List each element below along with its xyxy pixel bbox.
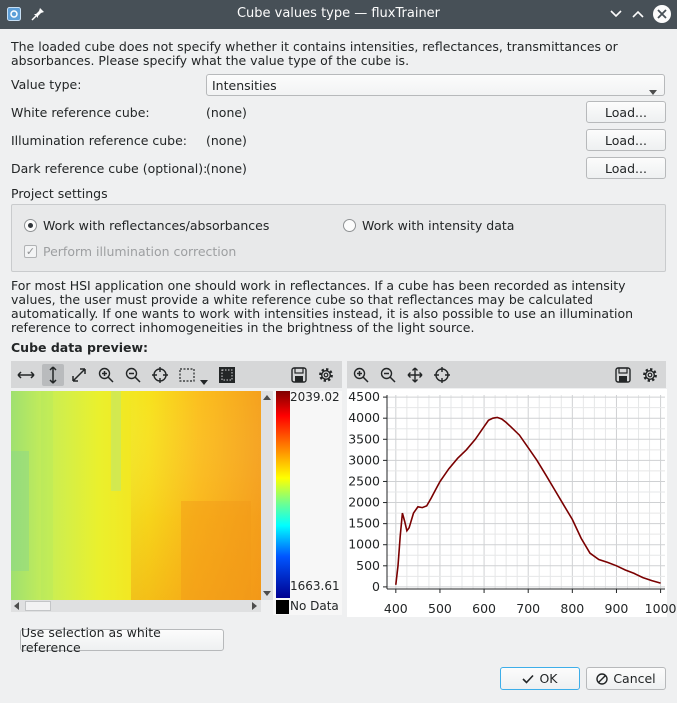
y-tick-label: 4000	[348, 410, 380, 426]
intensity-radio[interactable]	[343, 219, 356, 232]
project-settings-group	[11, 204, 666, 272]
image-toolbar	[11, 361, 342, 388]
y-tick-label: 1500	[348, 515, 380, 531]
value-type-select[interactable]	[206, 74, 665, 96]
explanation-text: For most HSI application one should work in reflectances. If a cube has been recorded as intensity values, the user must provide a white reference cube so that reflectances may be calculated automatically. If one wants to work with intensities instead, it is also possible to use an illumination reference to correct inhomogeneities in the brightness of the light source.	[11, 278, 634, 335]
illum-correction-label[interactable]: Perform illumination correction	[43, 244, 237, 259]
colorbar-min-label: 1663.61	[290, 579, 340, 593]
reflectance-radio[interactable]	[24, 219, 37, 232]
use-selection-white-ref-button[interactable]: Use selection as white reference	[20, 629, 224, 651]
spectrum-chart[interactable]	[347, 389, 677, 617]
image-vertical-scrollbar[interactable]	[261, 391, 273, 600]
y-tick-label: 4500	[348, 389, 380, 405]
x-tick-label: 500	[428, 601, 452, 616]
white-ref-label: White reference cube:	[11, 105, 150, 120]
ok-button[interactable]	[500, 667, 580, 690]
scroll-right-icon[interactable]	[252, 602, 257, 610]
cube-image[interactable]	[11, 391, 261, 600]
crosshair-icon[interactable]	[149, 364, 171, 386]
colorbar-max-label: 2039.02	[290, 390, 340, 404]
load-illum-ref-button[interactable]: Load...	[586, 129, 666, 151]
ok-button-label: OK	[539, 671, 558, 686]
no-data-label: No Data	[290, 599, 339, 613]
spectrum-pan-icon[interactable]	[404, 364, 426, 386]
intro-text: The loaded cube does not specify whether it contains intensities, reflectances, transmittances or absorbances. Please specify what the value type of the cube is.	[11, 39, 618, 68]
y-tick-label: 3500	[348, 431, 380, 447]
zoom-out-icon[interactable]	[122, 364, 144, 386]
window-title: Cube values type — fluxTrainer	[236, 6, 441, 21]
dark-ref-label: Dark reference cube (optional):	[11, 161, 208, 176]
illum-ref-value: (none)	[206, 133, 247, 148]
colormap-icon[interactable]	[216, 364, 238, 386]
dark-ref-value: (none)	[206, 161, 247, 176]
cancel-button-label: Cancel	[613, 671, 656, 686]
spectrum-settings-gear-icon[interactable]	[639, 364, 661, 386]
y-tick-label: 3000	[348, 452, 380, 468]
colorbar	[276, 391, 290, 598]
illum-ref-label: Illumination reference cube:	[11, 133, 187, 148]
y-tick-label: 0	[372, 578, 380, 594]
load-dark-ref-button[interactable]: Load...	[586, 157, 666, 179]
stretch-vertical-icon[interactable]	[42, 364, 64, 386]
scroll-down-icon[interactable]	[263, 591, 271, 596]
scroll-up-icon[interactable]	[263, 395, 271, 400]
image-horizontal-scrollbar[interactable]	[11, 600, 261, 612]
white-ref-value: (none)	[206, 105, 247, 120]
no-data-swatch	[276, 600, 289, 614]
x-tick-label: 1000	[644, 601, 677, 616]
stretch-horizontal-icon[interactable]	[15, 364, 37, 386]
selection-rect-icon[interactable]	[176, 364, 198, 386]
chevron-down-icon	[649, 83, 657, 98]
dropdown-icon[interactable]	[607, 5, 625, 23]
y-tick-label: 500	[356, 557, 380, 573]
value-type-label: Value type:	[11, 77, 82, 92]
fit-view-icon[interactable]	[68, 364, 90, 386]
spectrum-crosshair-icon[interactable]	[431, 364, 453, 386]
intensity-radio-label[interactable]: Work with intensity data	[362, 218, 515, 233]
check-icon	[522, 674, 534, 684]
y-tick-label: 2000	[348, 494, 380, 510]
scroll-thumb[interactable]	[25, 601, 51, 611]
load-white-ref-button[interactable]: Load...	[586, 101, 666, 123]
project-settings-title: Project settings	[11, 186, 108, 201]
y-tick-label: 2500	[348, 473, 380, 489]
x-tick-label: 900	[604, 601, 629, 616]
spectrum-save-icon[interactable]	[612, 364, 634, 386]
settings-gear-icon[interactable]	[315, 364, 337, 386]
spectrum-zoom-out-icon[interactable]	[377, 364, 399, 386]
illum-correction-checkbox[interactable]: ✓	[25, 245, 36, 258]
title-bar[interactable]	[0, 0, 677, 29]
x-tick-label: 800	[560, 601, 585, 616]
cancel-button[interactable]	[586, 667, 666, 690]
value-type-selected: Intensities	[212, 78, 277, 93]
maximize-icon[interactable]	[629, 5, 647, 23]
reflectance-radio-label[interactable]: Work with reflectances/absorbances	[43, 218, 270, 233]
zoom-in-icon[interactable]	[95, 364, 117, 386]
close-button[interactable]	[653, 5, 671, 23]
x-tick-label: 600	[472, 601, 497, 616]
y-tick-label: 1000	[348, 536, 380, 552]
x-tick-label: 400	[383, 601, 408, 616]
selection-dropdown-icon[interactable]	[200, 373, 208, 388]
save-icon[interactable]	[288, 364, 310, 386]
preview-title: Cube data preview:	[11, 340, 149, 355]
spectrum-toolbar	[347, 361, 666, 388]
close-icon	[653, 5, 671, 23]
scroll-left-icon[interactable]	[14, 602, 19, 610]
x-tick-label: 700	[516, 601, 541, 616]
spectrum-zoom-in-icon[interactable]	[350, 364, 372, 386]
cancel-icon	[596, 673, 608, 685]
